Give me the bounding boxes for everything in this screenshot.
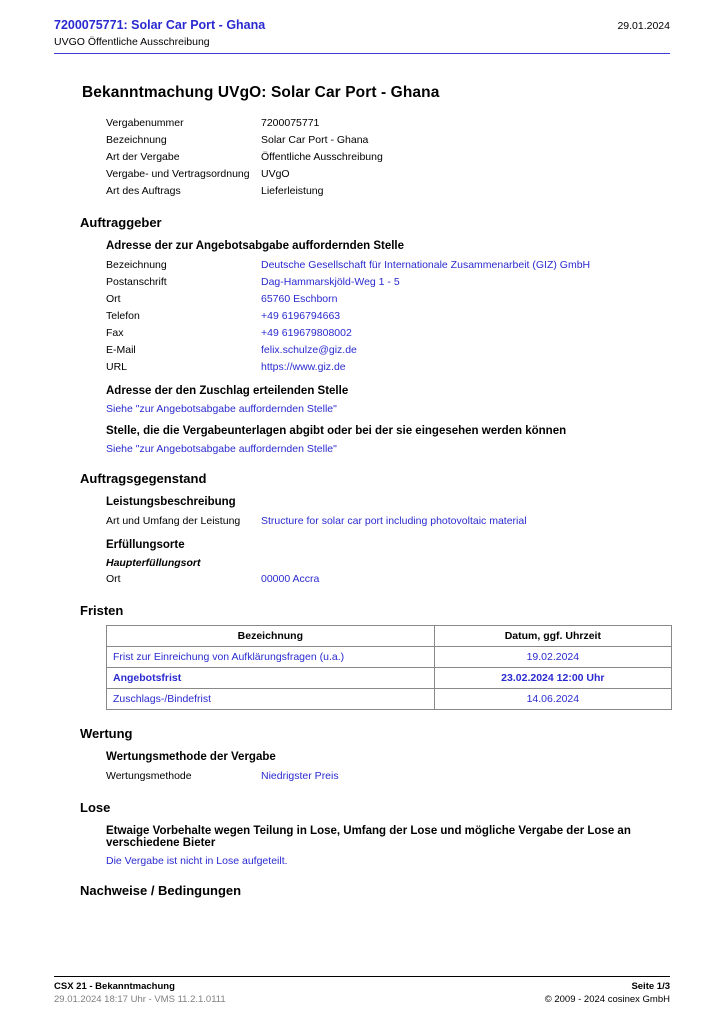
frist-name: Zuschlags-/Bindefrist xyxy=(107,689,435,710)
section-heading-fristen: Fristen xyxy=(80,603,124,618)
field-label: Art und Umfang der Leistung xyxy=(106,515,241,527)
field-label: Bezeichnung xyxy=(106,259,167,271)
field-label: Bezeichnung xyxy=(106,134,167,146)
header-date: 29.01.2024 xyxy=(617,20,670,32)
field-label: Ort xyxy=(106,573,121,585)
field-value: +49 619679808002 xyxy=(261,327,352,339)
url-value[interactable]: https://www.giz.de xyxy=(261,361,346,373)
field-row xyxy=(54,769,670,784)
vergabeunterlagen-note: Siehe "zur Angebotsabgabe auffordernden Stelle" xyxy=(106,443,337,455)
page-title: Bekanntmachung UVgO: Solar Car Port - Ghana xyxy=(82,84,440,101)
field-value: Structure for solar car port including photovoltaic material xyxy=(261,515,527,527)
footer-doc-type: CSX 21 - Bekanntmachung xyxy=(54,981,175,992)
field-value: 00000 Accra xyxy=(261,573,320,585)
table-row xyxy=(107,647,672,668)
auftraggeber-fields xyxy=(54,258,670,375)
section-heading-auftraggeber: Auftraggeber xyxy=(80,215,162,230)
footer-page-number: Seite 1/3 xyxy=(631,981,670,992)
section-heading-nachweise: Nachweise / Bedingungen xyxy=(80,883,242,898)
field-label: Art des Auftrags xyxy=(106,185,181,197)
field-row xyxy=(54,572,670,587)
document-header xyxy=(54,18,670,54)
header-title: 7200075771: Solar Car Port - Ghana xyxy=(54,18,266,32)
field-label: Telefon xyxy=(106,310,140,322)
header-left xyxy=(54,18,265,49)
field-label: Ort xyxy=(106,293,121,305)
field-value: +49 6196794663 xyxy=(261,310,341,322)
field-value: 7200075771 xyxy=(261,117,320,129)
frist-date: 19.02.2024 xyxy=(434,647,671,668)
field-value: UVgO xyxy=(261,168,290,180)
field-row xyxy=(54,150,670,165)
field-row xyxy=(54,133,670,148)
subheading-adresse-angebotsabgabe: Adresse der zur Angebotsabgabe auffordernden Stelle xyxy=(106,240,404,252)
subheading-lose-vorbehalte: Etwaige Vorbehalte wegen Teilung in Lose, Umfang der Lose und mögliche Vergabe der Lose an verschiedene Bieter xyxy=(106,825,631,849)
lose-note: Die Vergabe ist nicht in Lose aufgeteilt. xyxy=(106,855,288,867)
section-heading-auftragsgegenstand: Auftragsgegenstand xyxy=(80,471,207,486)
frist-name: Angebotsfrist xyxy=(107,668,435,689)
field-row xyxy=(54,343,670,358)
field-value: Solar Car Port - Ghana xyxy=(261,134,369,146)
field-value: Lieferleistung xyxy=(261,185,324,197)
field-row xyxy=(54,184,670,199)
column-header-bezeichnung: Bezeichnung xyxy=(107,626,435,647)
zuschlag-note: Siehe "zur Angebotsabgabe auffordernden Stelle" xyxy=(106,403,337,415)
field-label: Art der Vergabe xyxy=(106,151,180,163)
footer-timestamp: 29.01.2024 18:17 Uhr - VMS 11.2.1.0111 xyxy=(54,994,226,1005)
subheading-vergabeunterlagen-stelle: Stelle, die die Vergabeunterlagen abgibt oder bei der sie eingesehen werden können xyxy=(106,425,567,437)
column-header-datum: Datum, ggf. Uhrzeit xyxy=(434,626,671,647)
field-label: Fax xyxy=(106,327,124,339)
field-row xyxy=(54,360,670,375)
frist-name: Frist zur Einreichung von Aufklärungsfragen (u.a.) xyxy=(107,647,435,668)
fristen-table xyxy=(106,625,672,710)
field-value: 65760 Eschborn xyxy=(261,293,338,305)
field-row xyxy=(54,326,670,341)
table-row xyxy=(107,668,672,689)
document-footer xyxy=(54,976,670,1006)
field-label: E-Mail xyxy=(106,344,136,356)
header-subtitle: UVGO Öffentliche Ausschreibung xyxy=(54,36,210,48)
table-header-row xyxy=(107,626,672,647)
field-row xyxy=(54,309,670,324)
email-value[interactable]: felix.schulze@giz.de xyxy=(261,344,357,356)
field-label: Vergabenummer xyxy=(106,117,184,129)
footer-bottom-row xyxy=(54,993,670,1006)
field-row xyxy=(54,167,670,182)
subheading-erfuellungsorte: Erfüllungsorte xyxy=(106,539,185,551)
subheading-zuschlag-stelle: Adresse der den Zuschlag erteilenden Stelle xyxy=(106,385,349,397)
field-row xyxy=(54,275,670,290)
field-row xyxy=(54,116,670,131)
field-label: Wertungsmethode xyxy=(106,770,192,782)
overview-fields xyxy=(54,116,670,199)
table-row xyxy=(107,689,672,710)
field-value: Deutsche Gesellschaft für Internationale Zusammenarbeit (GIZ) GmbH xyxy=(261,259,591,271)
field-row xyxy=(54,292,670,307)
section-heading-lose: Lose xyxy=(80,800,111,815)
section-heading-wertung: Wertung xyxy=(80,726,133,741)
footer-copyright: © 2009 - 2024 cosinex GmbH xyxy=(544,994,670,1005)
label-haupterfuellungsort: Haupterfüllungsort xyxy=(106,557,201,569)
field-value: Niedrigster Preis xyxy=(261,770,339,782)
subheading-wertungsmethode: Wertungsmethode der Vergabe xyxy=(106,751,276,763)
field-label: URL xyxy=(106,361,128,373)
frist-date: 23.02.2024 12:00 Uhr xyxy=(434,668,671,689)
field-label: Vergabe- und Vertragsordnung xyxy=(106,168,250,180)
subheading-leistungsbeschreibung: Leistungsbeschreibung xyxy=(106,496,236,508)
field-label: Postanschrift xyxy=(106,276,167,288)
footer-top-row xyxy=(54,980,670,993)
field-value: Dag-Hammarskjöld-Weg 1 - 5 xyxy=(261,276,400,288)
field-row xyxy=(54,258,670,273)
field-value: Öffentliche Ausschreibung xyxy=(261,151,383,163)
document-content xyxy=(54,54,670,898)
field-row xyxy=(54,514,670,529)
frist-date: 14.06.2024 xyxy=(434,689,671,710)
